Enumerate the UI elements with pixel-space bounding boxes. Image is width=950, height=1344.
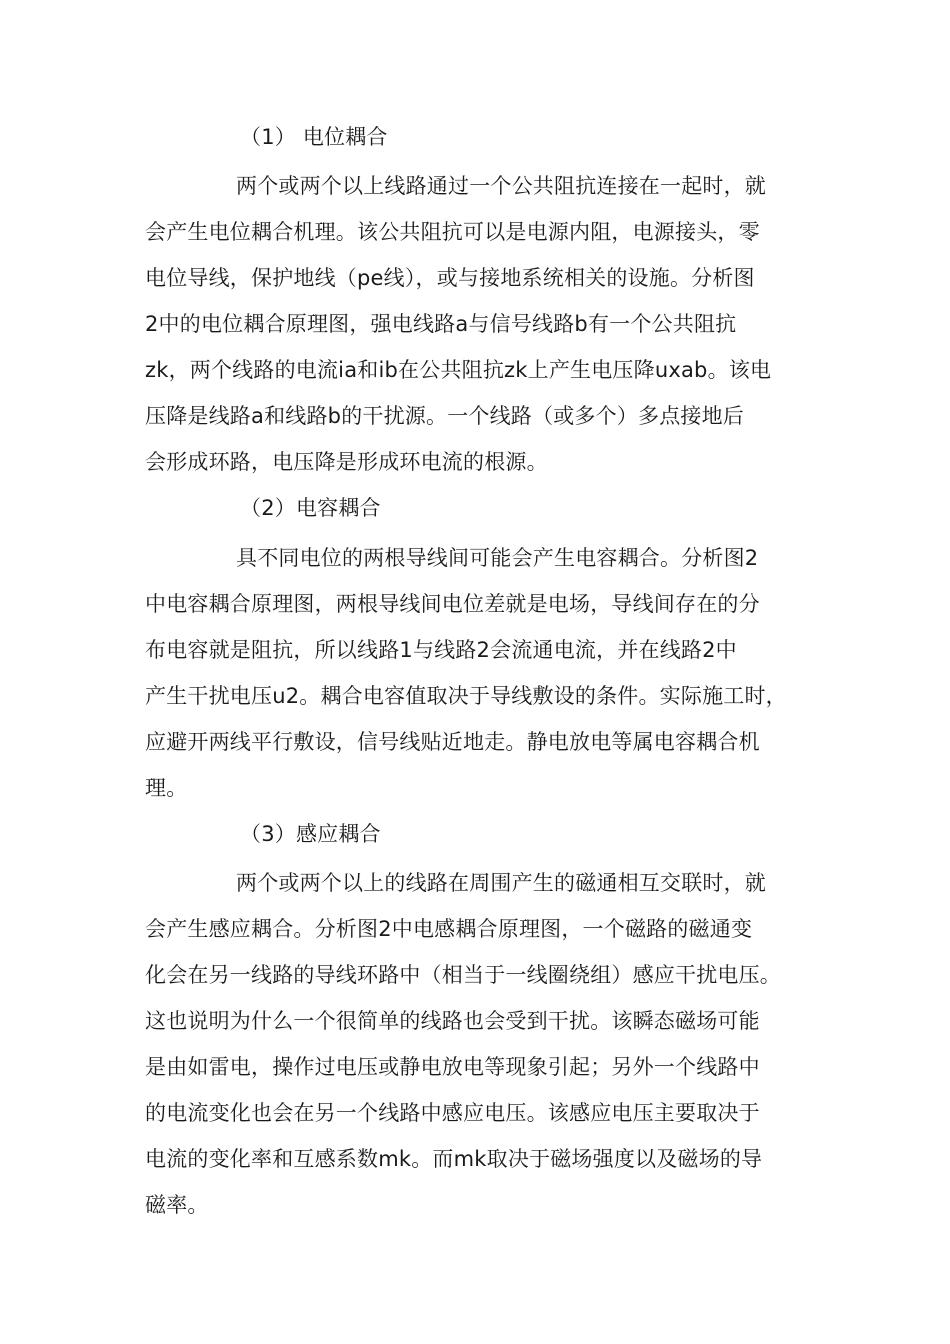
- paragraph-line: 应避开两线平行敷设，信号线贴近地走。静电放电等属电容耦合机: [145, 730, 760, 754]
- section-heading-potential-coupling: （1） 电位耦合: [240, 125, 388, 149]
- section-heading-inductive-coupling: （3）感应耦合: [240, 822, 381, 846]
- paragraph-line: 化会在另一线路的导线环路中（相当于一线圈绕组）感应干扰电压。: [145, 963, 781, 987]
- paragraph-line: 这也说明为什么一个很简单的线路也会受到干扰。该瞬态磁场可能: [145, 1009, 760, 1033]
- paragraph-line: zk，两个线路的电流ia和ib在公共阻抗zk上产生电压降uxab。该电: [145, 358, 772, 382]
- paragraph-line: 具不同电位的两根导线间可能会产生电容耦合。分析图2: [236, 546, 759, 570]
- paragraph-line: 磁率。: [145, 1193, 209, 1217]
- paragraph-line: 布电容就是阻抗，所以线路1与线路2会流通电流，并在线路2中: [145, 638, 737, 662]
- paragraph-line: 电位导线，保护地线（pe线），或与接地系统相关的设施。分析图: [145, 266, 755, 290]
- paragraph-line: 压降是线路a和线路b的干扰源。一个线路（或多个）多点接地后: [145, 404, 744, 428]
- paragraph-line: 会形成环路，电压降是形成环电流的根源。: [145, 450, 548, 474]
- paragraph-line: 会产生电位耦合机理。该公共阻抗可以是电源内阻，电源接头，零: [145, 220, 760, 244]
- paragraph-line: 产生干扰电压u2。耦合电容值取决于导线敷设的条件。实际施工时，: [145, 684, 787, 708]
- section-heading-capacitive-coupling: （2）电容耦合: [240, 496, 381, 520]
- paragraph-line: 中电容耦合原理图，两根导线间电位差就是电场，导线间存在的分: [145, 592, 760, 616]
- paragraph-line: 理。: [145, 776, 188, 800]
- paragraph-line: 的电流变化也会在另一个线路中感应电压。该感应电压主要取决于: [145, 1101, 760, 1125]
- paragraph-line: 两个或两个以上的线路在周围产生的磁通相互交联时，就: [236, 871, 766, 895]
- paragraph-line: 是由如雷电，操作过电压或静电放电等现象引起；另外一个线路中: [145, 1055, 760, 1079]
- paragraph-line: 电流的变化率和互感系数mk。而mk取决于磁场强度以及磁场的导: [145, 1147, 763, 1171]
- paragraph-line: 两个或两个以上线路通过一个公共阻抗连接在一起时，就: [236, 174, 766, 198]
- paragraph-line: 2中的电位耦合原理图，强电线路a与信号线路b有一个公共阻抗: [145, 312, 737, 336]
- paragraph-line: 会产生感应耦合。分析图2中电感耦合原理图，一个磁路的磁通变: [145, 917, 753, 941]
